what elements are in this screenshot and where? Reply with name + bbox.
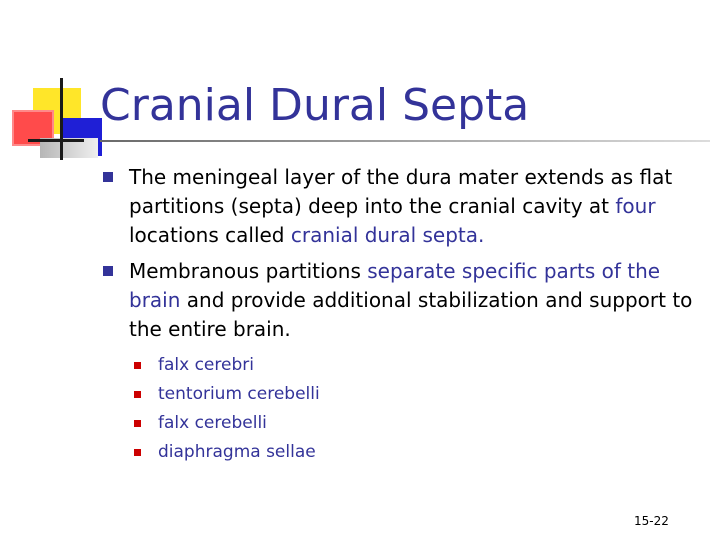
sub-bullet-item [100,409,700,438]
sub-bullet-item [100,380,700,409]
sub-bullet-square-icon [134,391,141,398]
bullet-square-icon [103,266,113,276]
bullet-square-icon [103,172,113,182]
slide-content [100,163,700,467]
page-number: 15-22 [634,514,669,528]
sub-bullet-text: falx cerebelli [158,413,267,433]
logo-horizontal-line [28,139,84,142]
sub-bullet-text: falx cerebri [158,355,254,375]
sub-bullet-text: diaphragma sellae [158,442,316,462]
bullet-text: Membranous partitions [129,259,368,283]
decorative-logo [0,0,110,170]
sub-bullet-list [100,351,700,467]
sub-bullet-square-icon [134,362,141,369]
sub-bullet-item [100,351,700,380]
bullet-item [100,257,700,344]
bullet-text: and provide additional stabilization and support to the entire brain. [129,288,693,341]
highlight-four: four [615,194,656,218]
title-underline [100,140,710,142]
sub-bullet-item [100,438,700,467]
highlight-separate-parts: separate specific parts of the brain [129,259,661,312]
sub-bullet-text: tentorium cerebelli [158,384,320,404]
bullet-text: locations called [129,223,291,247]
slide-title: Cranial Dural Septa [100,80,530,131]
bullet-text: The meningeal layer of the dura mater extends as flat partitions (septa) deep into the cranial cavity at [129,165,673,218]
logo-vertical-line [60,78,63,160]
highlight-cranial-dural-septa: cranial dural septa. [290,223,485,247]
bullet-item [100,163,700,250]
sub-bullet-square-icon [134,449,141,456]
sub-bullet-square-icon [134,420,141,427]
